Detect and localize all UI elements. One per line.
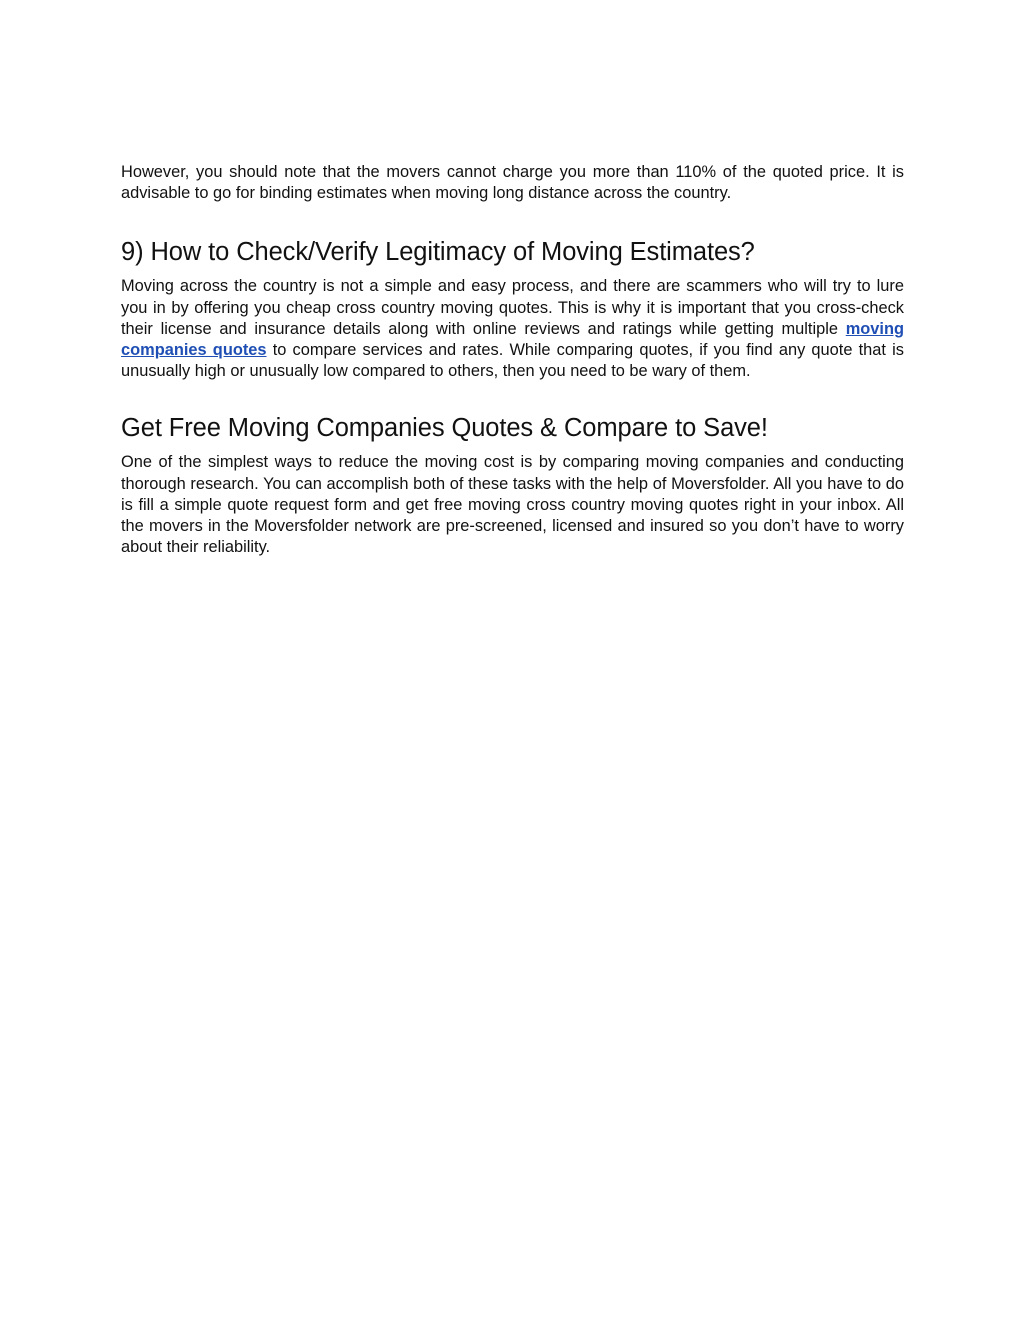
section-heading-free-quotes: Get Free Moving Companies Quotes & Compare to Save! [121,414,768,443]
section-paragraph-verify-estimates [121,276,904,382]
paragraph-text-after-link: to compare services and rates. While comparing quotes, if you find any quote that is unusually high or unusually low compared to others, then you need to be wary of them. [121,341,904,381]
intro-paragraph: However, you should note that the movers cannot charge you more than 110% of the quoted price. It is advisable to go for binding estimates when moving long distance across the country. [121,163,904,203]
document-page [121,162,904,558]
section-paragraph-free-quotes: One of the simplest ways to reduce the moving cost is by comparing moving companies and conducting thorough research. You can accomplish both of these tasks with the help of Moversfolder. All you have to do is fill a simple quote request form and get free moving cross country moving quotes right in your inbox. All the movers in the Moversfolder network are pre-screened, licensed and insured so you don’t have to worry about their reliability. [121,453,904,557]
section-heading-verify-estimates: 9) How to Check/Verify Legitimacy of Moving Estimates? [121,238,755,267]
moving-companies-quotes-link[interactable]: moving companies quotes [121,319,904,360]
paragraph-text-before-link: Moving across the country is not a simple and easy process, and there are scammers who will try to lure you in by offering you cheap cross country moving quotes. This is why it is important that you cross-check their license and insurance details along with online reviews and ratings while getting multiple [121,277,904,338]
